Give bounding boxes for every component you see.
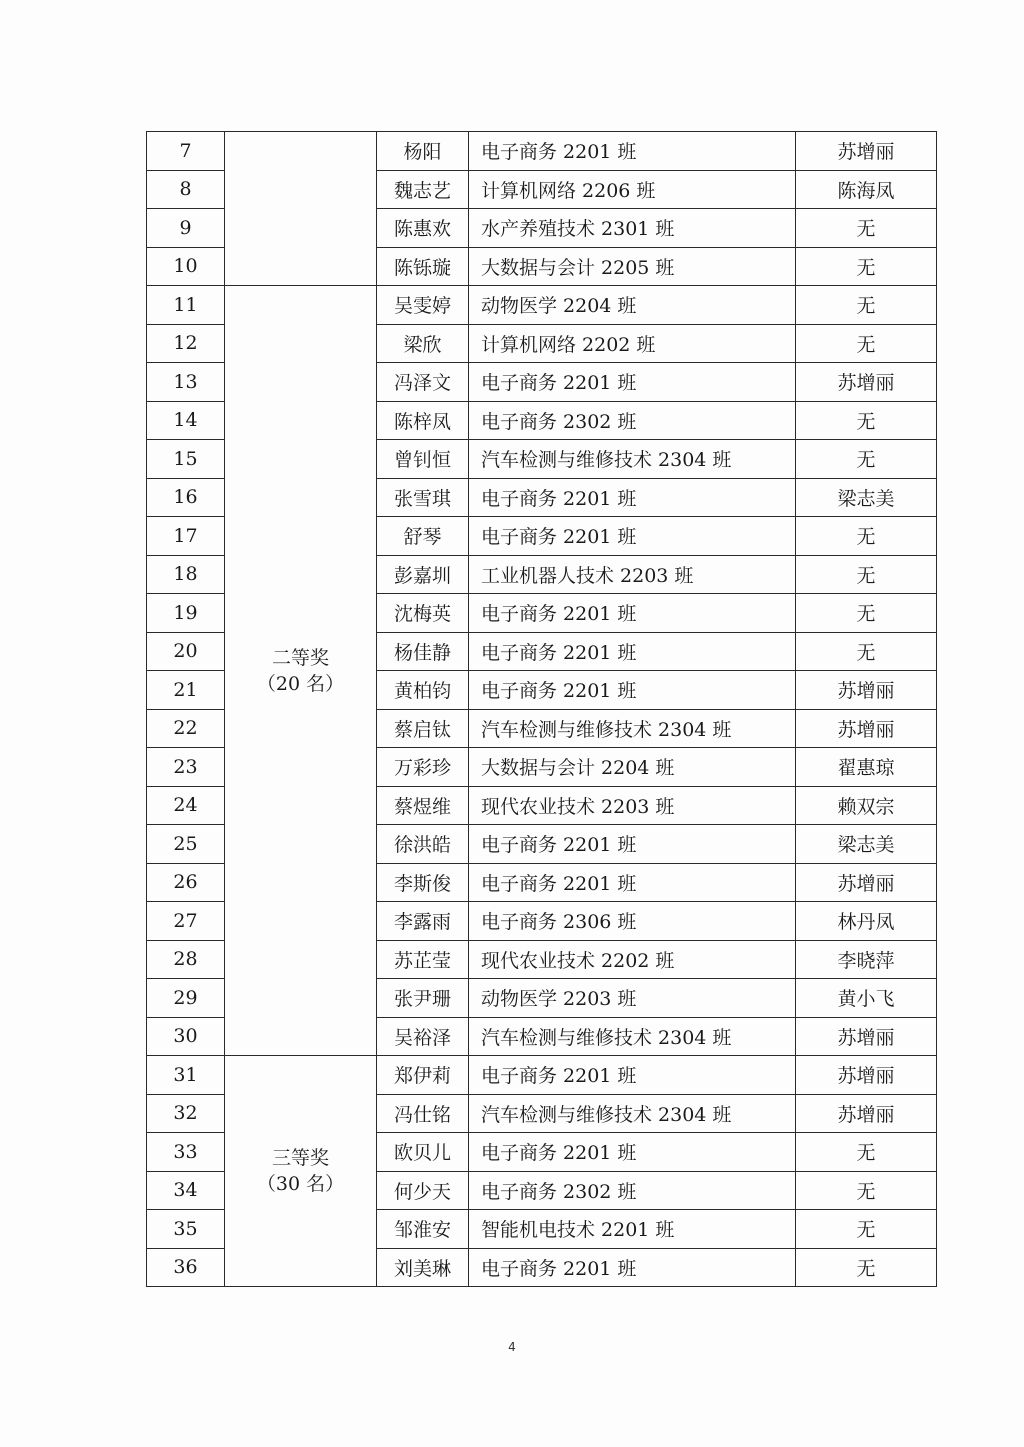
- student-name-cell: 陈铄璇: [377, 247, 469, 286]
- class-name-cell: 动物医学 2203 班: [469, 979, 796, 1018]
- student-name-cell: 李斯俊: [377, 863, 469, 902]
- page-number: 4: [508, 1340, 516, 1354]
- teacher-cell: 无: [796, 401, 937, 440]
- class-name-cell: 电子商务 2201 班: [469, 671, 796, 710]
- row-number-cell: 34: [147, 1171, 225, 1210]
- row-number-cell: 16: [147, 478, 225, 517]
- class-name-cell: 汽车检测与维修技术 2304 班: [469, 440, 796, 479]
- class-name-cell: 汽车检测与维修技术 2304 班: [469, 709, 796, 748]
- row-number-cell: 8: [147, 170, 225, 209]
- class-name-cell: 电子商务 2201 班: [469, 863, 796, 902]
- class-name-cell: 电子商务 2201 班: [469, 1133, 796, 1172]
- student-name-cell: 舒琴: [377, 517, 469, 556]
- row-number-cell: 29: [147, 979, 225, 1018]
- student-name-cell: 万彩珍: [377, 748, 469, 787]
- row-number-cell: 21: [147, 671, 225, 710]
- row-number-cell: 30: [147, 1017, 225, 1056]
- teacher-cell: 李晓萍: [796, 940, 937, 979]
- teacher-cell: 苏增丽: [796, 671, 937, 710]
- student-name-cell: 何少天: [377, 1171, 469, 1210]
- teacher-cell: 梁志美: [796, 825, 937, 864]
- class-name-cell: 电子商务 2201 班: [469, 632, 796, 671]
- class-name-cell: 电子商务 2201 班: [469, 517, 796, 556]
- teacher-cell: 无: [796, 209, 937, 248]
- student-name-cell: 张雪琪: [377, 478, 469, 517]
- teacher-cell: 无: [796, 286, 937, 325]
- class-name-cell: 现代农业技术 2203 班: [469, 786, 796, 825]
- teacher-cell: 无: [796, 594, 937, 633]
- class-name-cell: 电子商务 2201 班: [469, 132, 796, 171]
- student-name-cell: 冯仕铭: [377, 1094, 469, 1133]
- teacher-cell: 苏增丽: [796, 863, 937, 902]
- class-name-cell: 工业机器人技术 2203 班: [469, 555, 796, 594]
- row-number-cell: 20: [147, 632, 225, 671]
- student-name-cell: 陈梓凤: [377, 401, 469, 440]
- teacher-cell: 陈海凤: [796, 170, 937, 209]
- teacher-cell: 无: [796, 247, 937, 286]
- student-name-cell: 曾钊恒: [377, 440, 469, 479]
- student-name-cell: 郑伊莉: [377, 1056, 469, 1095]
- row-number-cell: 32: [147, 1094, 225, 1133]
- class-name-cell: 电子商务 2306 班: [469, 902, 796, 941]
- class-name-cell: 水产养殖技术 2301 班: [469, 209, 796, 248]
- row-number-cell: 22: [147, 709, 225, 748]
- class-name-cell: 电子商务 2201 班: [469, 1248, 796, 1287]
- student-name-cell: 魏志艺: [377, 170, 469, 209]
- student-name-cell: 苏芷莹: [377, 940, 469, 979]
- class-name-cell: 电子商务 2302 班: [469, 401, 796, 440]
- row-number-cell: 17: [147, 517, 225, 556]
- student-name-cell: 吴雯婷: [377, 286, 469, 325]
- student-name-cell: 梁欣: [377, 324, 469, 363]
- teacher-cell: 林丹凤: [796, 902, 937, 941]
- class-name-cell: 电子商务 2201 班: [469, 478, 796, 517]
- teacher-cell: 无: [796, 1133, 937, 1172]
- row-number-cell: 12: [147, 324, 225, 363]
- award-table: [146, 131, 937, 1287]
- teacher-cell: 无: [796, 440, 937, 479]
- teacher-cell: 梁志美: [796, 478, 937, 517]
- class-name-cell: 汽车检测与维修技术 2304 班: [469, 1017, 796, 1056]
- student-name-cell: 蔡煜维: [377, 786, 469, 825]
- award-level-label: 二等奖: [271, 646, 329, 669]
- row-number-cell: 14: [147, 401, 225, 440]
- student-name-cell: 陈惠欢: [377, 209, 469, 248]
- student-name-cell: 蔡启钛: [377, 709, 469, 748]
- class-name-cell: 现代农业技术 2202 班: [469, 940, 796, 979]
- award-level-cell: [225, 286, 377, 1056]
- teacher-cell: 苏增丽: [796, 1056, 937, 1095]
- row-number-cell: 36: [147, 1248, 225, 1287]
- teacher-cell: 苏增丽: [796, 132, 937, 171]
- row-number-cell: 13: [147, 363, 225, 402]
- student-name-cell: 沈梅英: [377, 594, 469, 633]
- award-count-label: （30 名）: [256, 1173, 345, 1195]
- teacher-cell: 无: [796, 1248, 937, 1287]
- class-name-cell: 电子商务 2302 班: [469, 1171, 796, 1210]
- class-name-cell: 电子商务 2201 班: [469, 594, 796, 633]
- class-name-cell: 计算机网络 2206 班: [469, 170, 796, 209]
- award-level-cell: [225, 132, 377, 286]
- student-name-cell: 彭嘉圳: [377, 555, 469, 594]
- student-name-cell: 欧贝儿: [377, 1133, 469, 1172]
- student-name-cell: 刘美琳: [377, 1248, 469, 1287]
- class-name-cell: 大数据与会计 2204 班: [469, 748, 796, 787]
- teacher-cell: 苏增丽: [796, 709, 937, 748]
- class-name-cell: 计算机网络 2202 班: [469, 324, 796, 363]
- student-name-cell: 李露雨: [377, 902, 469, 941]
- row-number-cell: 23: [147, 748, 225, 787]
- teacher-cell: 无: [796, 1210, 937, 1249]
- row-number-cell: 11: [147, 286, 225, 325]
- row-number-cell: 27: [147, 902, 225, 941]
- class-name-cell: 电子商务 2201 班: [469, 825, 796, 864]
- class-name-cell: 大数据与会计 2205 班: [469, 247, 796, 286]
- class-name-cell: 汽车检测与维修技术 2304 班: [469, 1094, 796, 1133]
- row-number-cell: 28: [147, 940, 225, 979]
- student-name-cell: 杨阳: [377, 132, 469, 171]
- row-number-cell: 15: [147, 440, 225, 479]
- class-name-cell: 智能机电技术 2201 班: [469, 1210, 796, 1249]
- award-level-cell: [225, 1056, 377, 1287]
- student-name-cell: 黄柏钧: [377, 671, 469, 710]
- teacher-cell: 苏增丽: [796, 1094, 937, 1133]
- row-number-cell: 26: [147, 863, 225, 902]
- student-name-cell: 冯泽文: [377, 363, 469, 402]
- student-name-cell: 徐洪皓: [377, 825, 469, 864]
- teacher-cell: 黄小飞: [796, 979, 937, 1018]
- student-name-cell: 杨佳静: [377, 632, 469, 671]
- award-count-label: （20 名）: [256, 672, 345, 695]
- row-number-cell: 31: [147, 1056, 225, 1095]
- teacher-cell: 无: [796, 324, 937, 363]
- teacher-cell: 翟惠琼: [796, 748, 937, 787]
- table-row: [147, 1056, 937, 1095]
- award-table-body: [147, 132, 937, 1287]
- row-number-cell: 25: [147, 825, 225, 864]
- table-row: [147, 132, 937, 171]
- row-number-cell: 19: [147, 594, 225, 633]
- row-number-cell: 18: [147, 555, 225, 594]
- row-number-cell: 7: [147, 132, 225, 171]
- class-name-cell: 动物医学 2204 班: [469, 286, 796, 325]
- student-name-cell: 张尹珊: [377, 979, 469, 1018]
- teacher-cell: 赖双宗: [796, 786, 937, 825]
- class-name-cell: 电子商务 2201 班: [469, 363, 796, 402]
- award-level-label: 三等奖: [271, 1147, 329, 1169]
- teacher-cell: 苏增丽: [796, 1017, 937, 1056]
- row-number-cell: 33: [147, 1133, 225, 1172]
- teacher-cell: 无: [796, 632, 937, 671]
- student-name-cell: 吴裕泽: [377, 1017, 469, 1056]
- row-number-cell: 10: [147, 247, 225, 286]
- row-number-cell: 24: [147, 786, 225, 825]
- row-number-cell: 35: [147, 1210, 225, 1249]
- teacher-cell: 无: [796, 555, 937, 594]
- row-number-cell: 9: [147, 209, 225, 248]
- teacher-cell: 无: [796, 517, 937, 556]
- student-name-cell: 邹淮安: [377, 1210, 469, 1249]
- class-name-cell: 电子商务 2201 班: [469, 1056, 796, 1095]
- table-row: [147, 286, 937, 325]
- teacher-cell: 苏增丽: [796, 363, 937, 402]
- teacher-cell: 无: [796, 1171, 937, 1210]
